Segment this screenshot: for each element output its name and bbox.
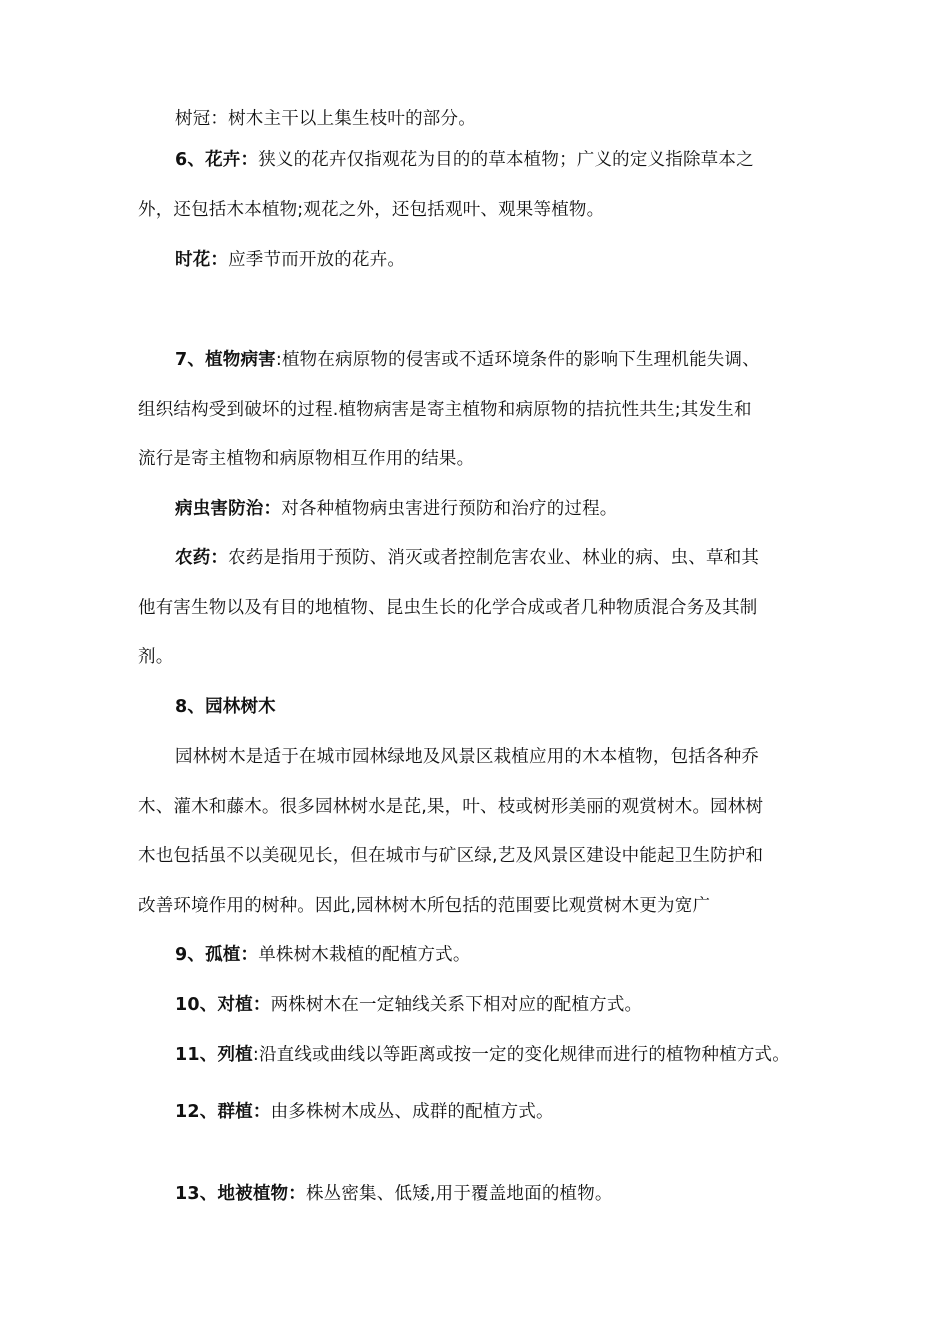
definition-text: 应季节而开放的花卉。 (228, 250, 406, 270)
term-label: 7、植物病害 (175, 350, 276, 370)
term-label: 6、花卉： (175, 150, 259, 170)
definition-text: 木、灌木和藤木。很多园林树水是芘,果，叶、枝或树形美丽的观赏树木。园林树 (138, 796, 764, 817)
text-line (138, 981, 828, 1031)
text-line (138, 534, 828, 584)
text-line (138, 1170, 828, 1220)
term-label: 时花： (175, 250, 229, 270)
text-line (138, 485, 828, 535)
definition-text: :沿直线或曲线以等距离或按一定的变化规律而进行的植物种植方式。 (252, 1045, 790, 1065)
paragraph-flowers (138, 136, 828, 235)
paragraph-seasonal-flowers (138, 236, 828, 286)
term-label: 12、群植： (175, 1102, 271, 1122)
definition-text: 狭义的花卉仅指观花为目的的草本植物；广义的定义指除草本之 (258, 150, 754, 170)
term-label: 病虫害防治： (175, 499, 282, 519)
text-line (138, 386, 828, 436)
text-line (138, 733, 828, 783)
section-heading: 8、园林树木 (175, 697, 276, 717)
definition-text: 树冠：树木主干以上集生枝叶的部分。 (175, 109, 476, 129)
paragraph-group-planting (138, 1088, 828, 1138)
term-label: 农药： (175, 548, 229, 568)
term-label: 10、对植： (175, 995, 271, 1015)
definition-text: 园林树木是适于在城市园林绿地及风景区栽植应用的木本植物，包括各种乔 (175, 747, 760, 767)
definition-text: 单株树木栽植的配植方式。 (258, 945, 471, 965)
definition-text: 对各种植物病虫害进行预防和治疗的过程。 (281, 499, 618, 519)
paragraph-pest-control (138, 485, 828, 535)
paragraph-ground-cover (138, 1170, 828, 1220)
definition-text: 株丛密集、低矮,用于覆盖地面的植物。 (305, 1184, 613, 1204)
paragraph-pesticide (138, 534, 828, 683)
paragraph-solitary-planting (138, 931, 828, 981)
text-line (138, 882, 828, 932)
text-line (138, 683, 828, 733)
definition-text: :植物在病原物的侵害或不适环境条件的影响下生理机能失调、 (275, 350, 760, 370)
text-line (138, 783, 828, 833)
paragraph-row-planting (138, 1031, 828, 1081)
definition-text: 两株树木在一定轴线关系下相对应的配植方式。 (270, 995, 643, 1015)
definition-text: 农药是指用于预防、消灭或者控制危害农业、林业的病、虫、草和其 (228, 548, 760, 568)
definition-text: 由多株树木成丛、成群的配植方式。 (270, 1102, 554, 1122)
term-label: 13、地被植物： (175, 1184, 306, 1204)
text-line (138, 584, 828, 634)
text-line (138, 931, 828, 981)
definition-text: 改善环境作用的树种。因此,园林树木所包括的范围要比观赏树木更为宽广 (138, 895, 711, 916)
text-line (138, 832, 828, 882)
text-line (138, 435, 828, 485)
text-line (138, 136, 828, 186)
term-label: 11、列植 (175, 1045, 253, 1065)
paragraph-garden-trees-body (138, 733, 828, 931)
definition-text: 外，还包括木本植物;观花之外，还包括观叶、观果等植物。 (138, 199, 605, 220)
text-line (138, 633, 828, 683)
text-line (138, 1088, 828, 1138)
definition-text: 他有害生物以及有目的地植物、昆虫生长的化学合成或者几种物质混合务及其制 (138, 597, 758, 618)
definition-text: 剂。 (138, 647, 174, 667)
text-line (138, 236, 828, 286)
term-label: 9、孤植： (175, 945, 259, 965)
text-line (138, 336, 828, 386)
definition-text: 组织结构受到破坏的过程.植物病害是寄主植物和病原物的拮抗性共生;其发生和 (138, 399, 752, 420)
paragraph-pair-planting (138, 981, 828, 1031)
definition-text: 流行是寄主植物和病原物相互作用的结果。 (138, 449, 475, 469)
text-line (138, 186, 828, 236)
definition-text: 木也包括虽不以美砚见长，但在城市与矿区绿,艺及风景区建设中能起卫生防护和 (138, 846, 764, 866)
text-line (138, 1031, 828, 1081)
paragraph-garden-trees-heading (138, 683, 828, 733)
paragraph-plant-disease (138, 336, 828, 485)
